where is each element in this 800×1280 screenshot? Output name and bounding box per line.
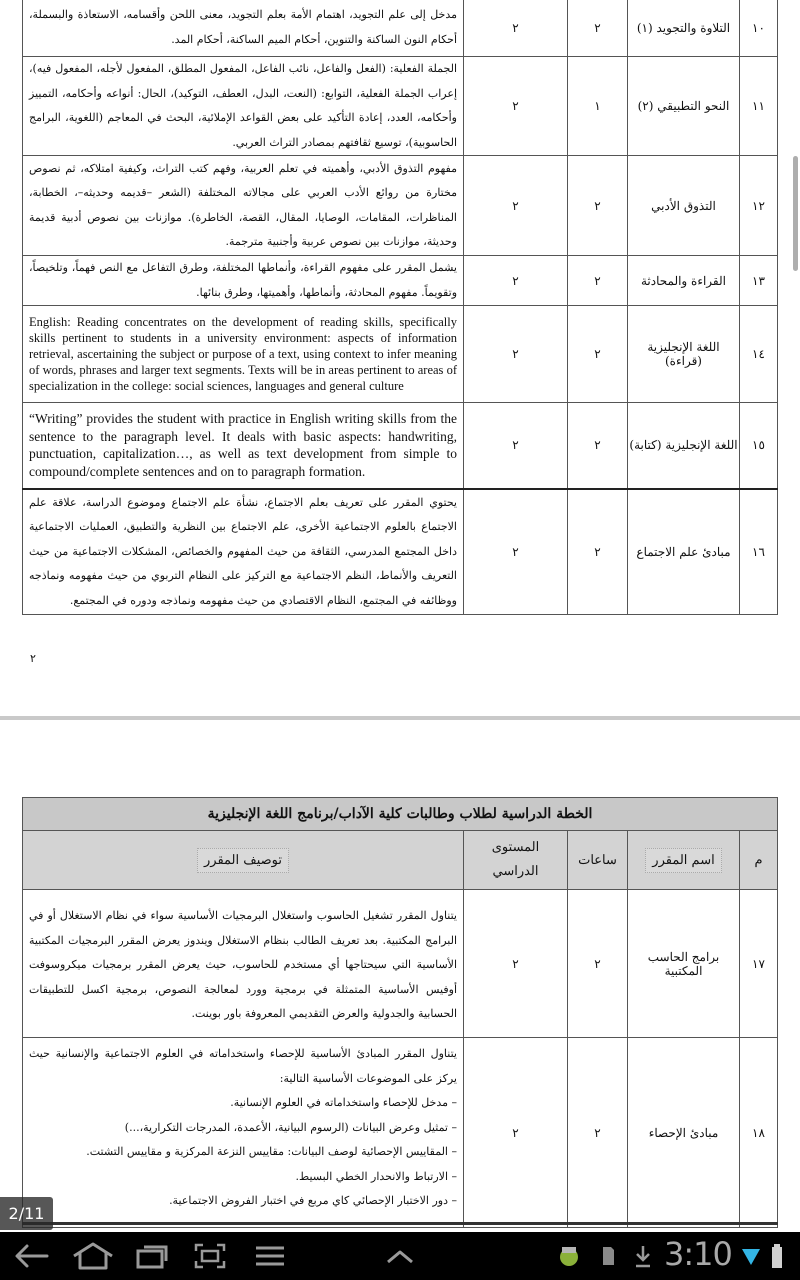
course-number: ١١ [740, 57, 778, 156]
list-item: – مدخل للإحصاء واستخداماته في العلوم الإنسانية. [230, 1096, 457, 1109]
course-name: القراءة والمحادثة [628, 256, 740, 306]
course-number: ١٠ [740, 0, 778, 57]
table-row [23, 403, 778, 489]
list-item: – المقاييس الإحصائية لوصف البيانات: مقاييس النزعة المركزية و مقاييس التشتت. [86, 1145, 457, 1158]
course-description: مدخل إلى علم التجويد، اهتمام الأمة بعلم التجويد، معنى اللحن وأقسامه، الاستعاذة والبسملة، أحكام النون الساكنة والتنوين، أحكام الميم الساكنة، أحكام المد. [23, 0, 464, 57]
course-description: English: Reading concentrates on the development of reading skills, specifically skills pertinent to students in a university environment: aspects of information retrieval, ascertaining the subject or purpose of a text, using context to infer meaning of words, phrases and larger text segments. Texts will be in areas pertinent to areas of specialization in the college: social sciences, languages and general culture [23, 306, 464, 403]
download-icon [632, 1236, 654, 1276]
recent-apps-icon [135, 1242, 169, 1270]
course-hours: ٢ [568, 256, 628, 306]
table-header-row [23, 831, 778, 890]
back-button[interactable] [10, 1236, 52, 1276]
table-row [23, 256, 778, 306]
course-number: ١٨ [740, 1038, 778, 1228]
sd-card-icon [598, 1236, 618, 1276]
course-name: التذوق الأدبي [628, 156, 740, 256]
wifi-icon [740, 1236, 762, 1276]
course-description: يتناول المقرر تشغيل الحاسوب واستغلال البرمجيات الأساسية سواء في نظام الاستغلال أو في البرامج المكتبية. بعد تعريف الطالب بنظام الاستغلال ويندوز يعرض المقرر البرمجيات المكتبية الأساسية التي سيحتاجها أي مستخدم للحاسوب، حيث يعرض المقرر برمجيات ميكروسوفت أوفيس الأساسية المتمثلة في برمجية وورد لمعالجة النصوص، برمجية اكسل للتطبيقات الحسابية والجدولية والعرض التقديمي المعروفة باور بوينت. [23, 890, 464, 1038]
page-indicator: 2/11 [0, 1197, 53, 1230]
header-hours [568, 831, 628, 890]
table-row [23, 306, 778, 403]
recent-apps-button[interactable] [132, 1236, 172, 1276]
courses-table-page-1 [22, 0, 778, 615]
course-description: مفهوم التذوق الأدبي، وأهميته في تعلم العربية، وفهم كتب التراث، وكيفية امتلاكه، ثم نصوص مختارة من روائع الأدب العربي على مجالاته المختلفة (الشعر –قديمه وحديثه–، الخطابة، المناظرات، المقامات، الوصايا، المقال، القصة، الخاطرة). موازنات بين نصوص أدبية قديمة وحديثة، موازنات بين نصوص عربية وأجنبية مترجمة. [23, 156, 464, 256]
course-name: مبادئ علم الاجتماع [628, 489, 740, 615]
course-number: ١٢ [740, 156, 778, 256]
menu-button[interactable] [250, 1236, 290, 1276]
chevron-up-icon [384, 1246, 416, 1266]
table-row [23, 489, 778, 615]
course-hours: ٢ [568, 890, 628, 1038]
course-hours: ٢ [568, 0, 628, 57]
course-level: ٢ [464, 156, 568, 256]
battery-icon [768, 1236, 786, 1276]
course-level: ٢ [464, 0, 568, 57]
menu-icon [254, 1244, 286, 1268]
course-hours: ٢ [568, 306, 628, 403]
table-title-row [23, 798, 778, 831]
course-level: ٢ [464, 890, 568, 1038]
course-hours: ٢ [568, 403, 628, 489]
course-hours: ١ [568, 57, 628, 156]
screenshot-button[interactable] [190, 1236, 230, 1276]
course-level: ٢ [464, 489, 568, 615]
table-row [23, 890, 778, 1038]
table-row [23, 0, 778, 57]
course-level: ٢ [464, 403, 568, 489]
course-hours: ٢ [568, 1038, 628, 1228]
header-level [464, 831, 568, 890]
android-notification-icon [556, 1236, 582, 1276]
course-description [23, 1038, 464, 1228]
courses-table-page-2 [22, 797, 778, 1228]
expand-up-button[interactable] [380, 1236, 420, 1276]
course-name: اللغة الإنجليزية (كتابة) [628, 403, 740, 489]
course-level: ٢ [464, 1038, 568, 1228]
list-item: – دور الاختبار الإحصائي كاي مربع في اختبار الفروض الاجتماعية. [169, 1194, 457, 1207]
header-name [628, 831, 740, 890]
home-button[interactable] [68, 1236, 118, 1276]
header-hours-label: ساعات [578, 852, 617, 868]
course-description-intro: يتناول المقرر المبادئ الأساسية للإحصاء واستخداماته في العلوم الاجتماعية والإنسانية حيث يركز على الموضوعات الأساسية التالية: [29, 1047, 457, 1085]
table-row [23, 1038, 778, 1228]
status-clock: 3:10 [664, 1235, 732, 1273]
home-icon [71, 1241, 115, 1271]
topics-list [29, 1091, 457, 1214]
table-title: الخطة الدراسية لطلاب وطالبات كلية الآداب/برنامج اللغة الإنجليزية [23, 798, 778, 831]
course-level: ٢ [464, 57, 568, 156]
course-hours: ٢ [568, 489, 628, 615]
header-level-label: المستوى الدراسي [491, 840, 540, 879]
course-name: التلاوة والتجويد (١) [628, 0, 740, 57]
page-number: ٢ [30, 652, 36, 665]
list-item: – تمثيل وعرض البيانات (الرسوم البيانية، الأعمدة، المدرجات التكرارية،...) [124, 1120, 457, 1134]
header-num [740, 831, 778, 890]
screenshot-icon [193, 1242, 227, 1270]
header-description-label: توصيف المقرر [197, 848, 289, 873]
header-num-label: م [754, 852, 763, 868]
course-number: ١٤ [740, 306, 778, 403]
course-number: ١٦ [740, 489, 778, 615]
back-arrow-icon [13, 1243, 49, 1269]
course-description: الجملة الفعلية: (الفعل والفاعل، نائب الفاعل، المفعول المطلق، المفعول لأجله، المفعول فيه)، إعراب الجملة الفعلية، التوابع: (النعت، البدل، العطف، التوكيد)، الحال: أنواعه وأحكامه، التمييز وأحكامه، العدد، إعادة التأكيد على بعض القواعد الإملائية، البحث في المعاجم (اللغوية، البرامج الحاسوبية)، توسيع ثقافتهم بمصادر التراث العربي. [23, 57, 464, 156]
course-level: ٢ [464, 256, 568, 306]
course-number: ١٥ [740, 403, 778, 489]
system-navigation-bar [0, 1232, 800, 1280]
scrollbar-thumb[interactable] [793, 156, 798, 271]
course-name: اللغة الإنجليزية (قراءة) [628, 306, 740, 403]
header-name-label: اسم المقرر [645, 848, 721, 873]
course-number: ١٧ [740, 890, 778, 1038]
course-level: ٢ [464, 306, 568, 403]
course-name: مبادئ الإحصاء [628, 1038, 740, 1228]
course-description: “Writing” provides the student with practice in English writing skills from the sentence to the paragraph level. It deals with basic aspects: handwriting, punctuation, capitalization…, as well as text development from simple to compound/complete sentences and on to paragraph formation. [23, 403, 464, 489]
table-row [23, 156, 778, 256]
document-page-2 [0, 720, 800, 1240]
course-description: يحتوي المقرر على تعريف بعلم الاجتماع، نشأة علم الاجتماع وموضوع الدراسة، علاقة علم الاجتماع بالعلوم الاجتماعية الأخرى، علم الاجتماع بين النظرية والتطبيق، العمليات الاجتماعية داخل المجتمع المدرسي، الثقافة من حيث المفهوم والخصائص، المشكلات الاجتماعية من حيث التعريف والأنماط، النظم الاجتماعية مع التركيز على النظام التربوي من حيث مفهومه ونماذجه ووظائفه في المجتمع، النظام الاقتصادي من حيث مفهومه ونماذجه ودوره في المجتمع. [23, 489, 464, 615]
course-description: يشمل المقرر على مفهوم القراءة، وأنماطها المختلفة، وطرق التفاعل مع النص فهماً، وتلخيصاً، وتقويماً. مفهوم المحادثة، وأنماطها، وأهميتها، وطرق بنائها. [23, 256, 464, 306]
course-name: برامج الحاسب المكتبية [628, 890, 740, 1038]
course-hours: ٢ [568, 156, 628, 256]
course-name: النحو التطبيقي (٢) [628, 57, 740, 156]
header-description [23, 831, 464, 890]
list-item: – الارتباط والانحدار الخطي البسيط. [295, 1169, 457, 1183]
table-row [23, 57, 778, 156]
course-number: ١٣ [740, 256, 778, 306]
